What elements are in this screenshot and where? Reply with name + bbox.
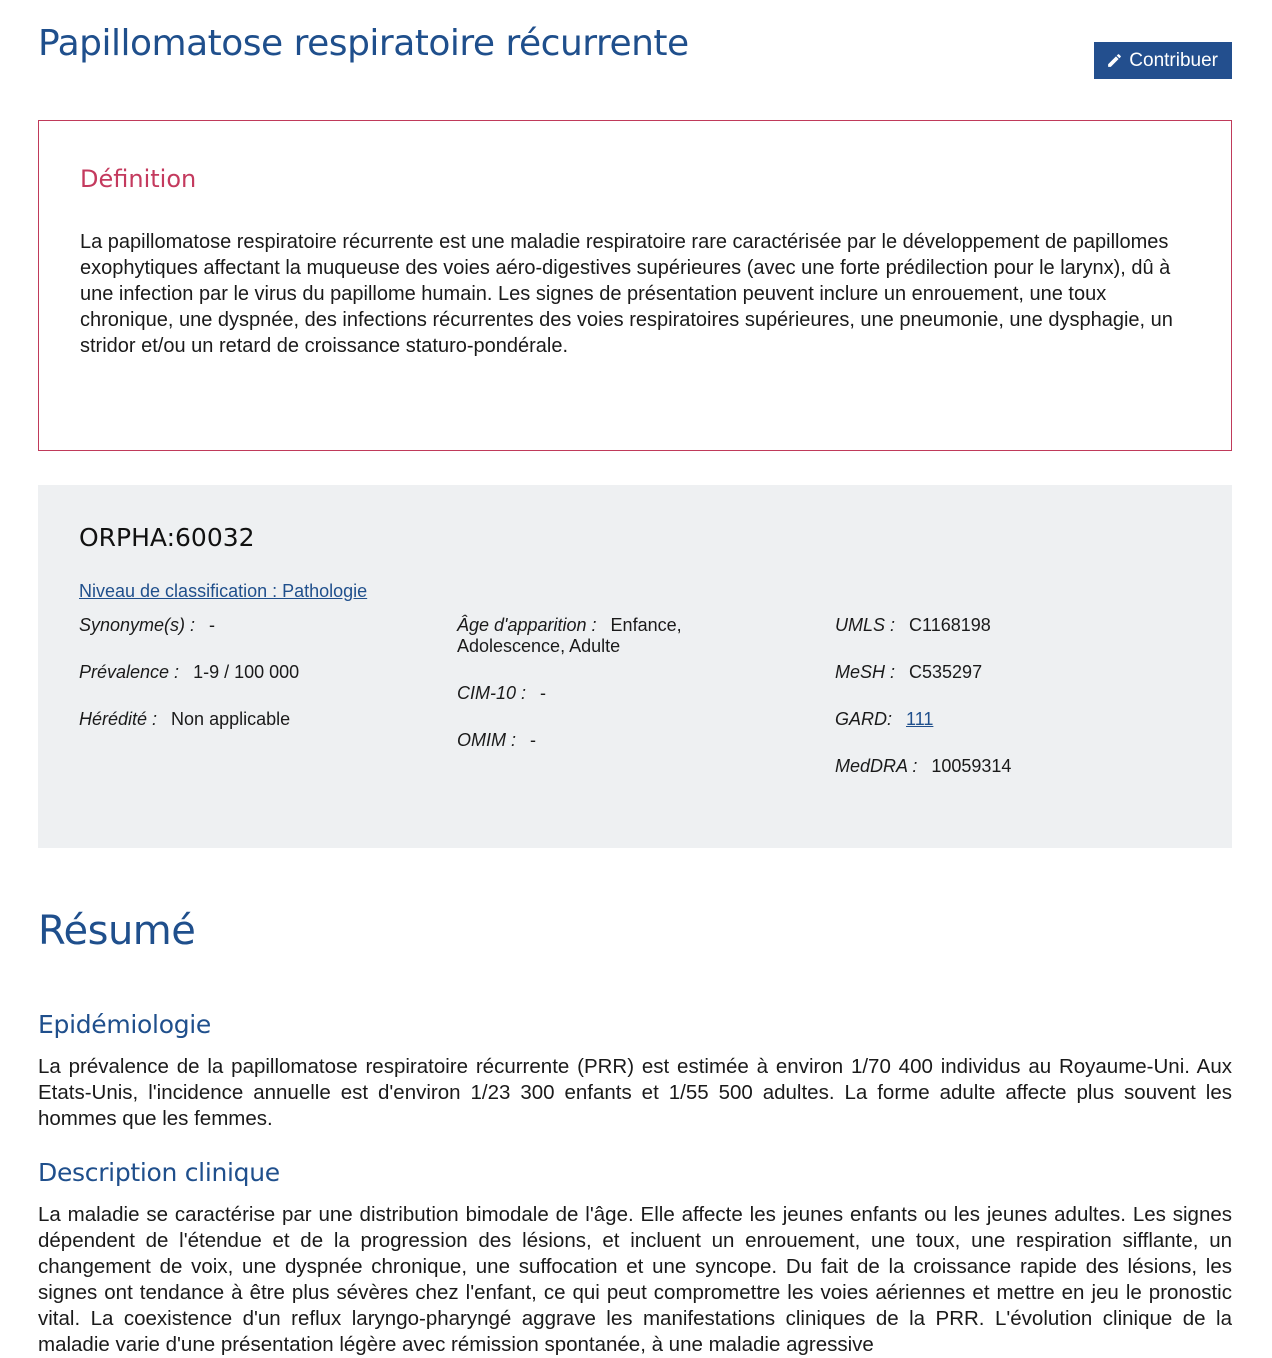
page-header [38,20,1232,80]
field-label: Prévalence : [79,662,180,682]
orpha-code: ORPHA:60032 [79,523,255,552]
classification-level-link[interactable]: Niveau de classification : Pathologie [79,581,368,601]
gard-field [835,709,1085,730]
field-value: C1168198 [909,615,991,635]
field-value: Enfance, Adolescence, Adulte [457,615,682,656]
definition-heading: Définition [80,165,197,193]
info-column-3 [835,615,1085,803]
definition-box [38,120,1232,451]
field-label: UMLS : [835,615,896,635]
field-label: MedDRA : [835,756,918,776]
contribute-label: Contribuer [1129,49,1218,71]
field-value: Non applicable [171,709,291,729]
epidemiology-text: La prévalence de la papillomatose respiratoire récurrente (PRR) est estimée à environ 1/70 400 individus au Royaume-Uni. Aux Etats-Unis, l'incidence annuelle est d'environ 1/23 300 enfants et 1/55 500 adultes. La forme adulte affecte plus souvent les hommes que les femmes. [38,1055,1232,1130]
field-value: 10059314 [931,756,1012,776]
contribute-button[interactable] [1094,42,1232,79]
field-label: Hérédité : [79,709,158,729]
field-value: C535297 [909,662,983,682]
field-label: Synonyme(s) : [79,615,196,635]
epidemiology-heading: Epidémiologie [38,1010,211,1039]
age-of-onset-field [457,615,717,657]
mesh-field [835,662,1085,683]
icd10-field [457,683,717,704]
gard-link[interactable]: 111 [906,709,934,729]
synonyms-field [79,615,329,636]
pencil-icon [1106,52,1123,69]
field-label: OMIM : [457,730,516,750]
field-label: GARD: [835,709,893,729]
omim-field [457,730,717,751]
field-value: - [530,730,536,750]
meddra-field [835,756,1085,777]
field-value: 1-9 / 100 000 [193,662,300,682]
info-column-1 [79,615,329,756]
clinical-description-heading: Description clinique [38,1158,280,1187]
disease-info-panel [38,485,1232,848]
info-column-2 [457,615,717,777]
clinical-description-text: La maladie se caractérise par une distribution bimodale de l'âge. Elle affecte les jeunes enfants ou les jeunes adultes. Les signes dépendent de l'étendue et de la progression des lésions, et incluent un enrouement, une toux, une respiration sifflante, un changement de voix, une dyspnée chronique, une suffocation et une syncope. Du fait de la croissance rapide des lésions, les signes ont tendance à être plus sévères chez l'enfant, ce qui peut compromettre les voies aériennes et mettre en jeu le pronostic vital. La coexistence d'un reflux laryngo-pharyngé aggrave les manifestations cliniques de la PRR. L'évolution clinique de la maladie varie d'une présentation légère avec rémission spontanée, à une maladie agressive [38,1203,1232,1356]
heredity-field [79,709,329,730]
field-label: MeSH : [835,662,896,682]
page-title: Papillomatose respiratoire récurrente [38,23,689,64]
field-label: Âge d'apparition : [457,615,597,635]
summary-title: Résumé [38,908,196,954]
field-value: - [209,615,216,635]
field-value: - [540,683,547,703]
field-label: CIM-10 : [457,683,527,703]
umls-field [835,615,1085,636]
definition-text: La papillomatose respiratoire récurrente est une maladie respiratoire rare caractérisée par le développement de papillomes exophytiques affectant la muqueuse des voies aéro-digestives supérieures (avec une forte prédilection pour le larynx), dû à une infection par le virus du papillome humain. Les signes de présentation peuvent inclure un enrouement, une toux chronique, une dyspnée, des infections récurrentes des voies respiratoires supérieures, une pneumonie, une dysphagie, un stridor et/ou un retard de croissance staturo-pondérale. [80,231,1173,357]
prevalence-field [79,662,329,683]
